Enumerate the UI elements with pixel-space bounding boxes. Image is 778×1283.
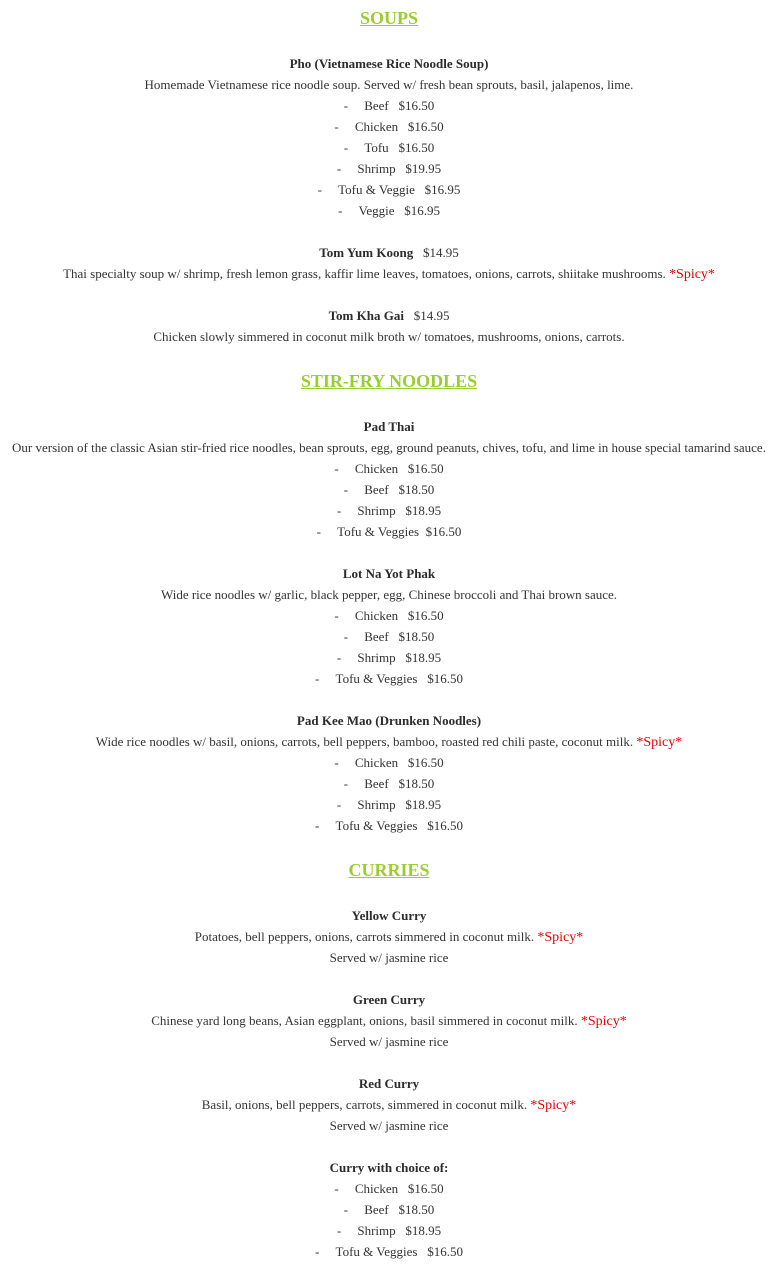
item-title-green-curry: Green Curry: [352, 992, 426, 1007]
option-row: - Tofu & Veggies $16.50: [316, 524, 462, 539]
option-row: - Shrimp $18.95: [336, 1223, 442, 1238]
option-price: $16.50: [398, 98, 435, 113]
spicy-label: *Spicy*: [537, 930, 584, 945]
item-desc-pad-thai: Our version of the classic Asian stir-fried rice noodles, bean sprouts, egg, ground peanuts, chives, tofu, and lime in house special tamarind sauce.: [12, 440, 766, 455]
option-row: - Beef $18.50: [343, 629, 435, 644]
option-row: - Beef $18.50: [343, 776, 435, 791]
option-name: Shrimp: [357, 1223, 396, 1238]
option-price: $18.50: [398, 482, 435, 497]
item-desc-tom-yum: Thai specialty soup w/ shrimp, fresh lemon grass, kaffir lime leaves, tomatoes, onions, carrots, shiitake mushrooms.: [63, 266, 666, 281]
item-desc-row-tom-yum: [0, 266, 778, 283]
item-title-tom-yum: Tom Yum Koong: [319, 245, 414, 260]
option-name: Chicken: [354, 119, 399, 134]
item-title-yellow-curry: Yellow Curry: [351, 908, 427, 923]
option-price: $16.50: [398, 140, 435, 155]
spicy-label: *Spicy*: [530, 1098, 577, 1113]
option-row: - Tofu $16.50: [343, 140, 435, 155]
item-desc-yellow-curry: Potatoes, bell peppers, onions, carrots simmered in coconut milk.: [194, 929, 535, 944]
option-name: Chicken: [354, 1181, 399, 1196]
option-price: $16.95: [404, 203, 441, 218]
option-name: Beef: [364, 482, 389, 497]
item-price-tom-kha: $14.95: [413, 308, 450, 323]
option-name: Veggie: [358, 203, 395, 218]
option-price: $18.50: [398, 1202, 435, 1217]
option-name: Beef: [364, 629, 389, 644]
section-heading-soups: SOUPS: [359, 8, 419, 28]
option-price: $19.95: [405, 161, 442, 176]
option-price: $16.50: [425, 524, 462, 539]
option-row: - Beef $18.50: [343, 482, 435, 497]
item-desc-row-yellow-curry: [0, 929, 778, 946]
item-desc-green-curry: Chinese yard long beans, Asian eggplant, onions, basil simmered in coconut milk.: [151, 1013, 578, 1028]
option-name: Tofu & Veggies: [335, 1244, 418, 1259]
served-note: Served w/ jasmine rice: [329, 1118, 449, 1133]
item-title-curry-choice: Curry with choice of:: [329, 1160, 449, 1175]
option-row: - Tofu & Veggies $16.50: [315, 1244, 463, 1259]
spicy-label: *Spicy*: [636, 735, 683, 750]
option-name: Tofu & Veggies: [335, 671, 418, 686]
option-name: Shrimp: [357, 650, 396, 665]
spicy-label: *Spicy*: [580, 1014, 627, 1029]
option-price: $16.50: [427, 818, 463, 833]
option-price: $18.95: [405, 1223, 442, 1238]
option-name: Chicken: [354, 461, 399, 476]
item-price-tom-yum: $14.95: [422, 245, 459, 260]
option-price: $16.50: [407, 1181, 444, 1196]
option-row: - Beef $16.50: [343, 98, 435, 113]
item-header-tom-yum: [0, 245, 778, 261]
option-name: Tofu & Veggies: [335, 818, 418, 833]
option-name: Shrimp: [357, 797, 396, 812]
option-price: $18.95: [405, 797, 442, 812]
option-name: Chicken: [354, 755, 399, 770]
option-price: $16.50: [407, 461, 444, 476]
item-desc-lot-na: Wide rice noodles w/ garlic, black pepper, egg, Chinese broccoli and Thai brown sauce.: [160, 587, 618, 602]
option-price: $16.50: [427, 1244, 463, 1259]
option-name: Beef: [364, 1202, 389, 1217]
option-name: Tofu: [364, 140, 389, 155]
option-row: - Chicken $16.50: [334, 119, 444, 134]
item-desc-row-pad-kee-mao: [0, 734, 778, 751]
option-price: $16.50: [427, 671, 463, 686]
option-row: - Chicken $16.50: [334, 755, 444, 770]
option-row: - Chicken $16.50: [334, 1181, 444, 1196]
option-row: - Chicken $16.50: [334, 461, 444, 476]
option-price: $16.50: [407, 119, 444, 134]
option-row: - Shrimp $18.95: [336, 503, 442, 518]
option-row: - Shrimp $19.95: [336, 161, 442, 176]
option-name: Beef: [364, 98, 389, 113]
item-title-red-curry: Red Curry: [358, 1076, 420, 1091]
item-title-pad-kee-mao: Pad Kee Mao (Drunken Noodles): [296, 713, 482, 728]
item-desc-tom-kha: Chicken slowly simmered in coconut milk broth w/ tomatoes, mushrooms, onions, carrots.: [153, 329, 625, 344]
option-price: $18.95: [405, 650, 442, 665]
option-name: Tofu & Veggies: [337, 524, 420, 539]
option-row: - Beef $18.50: [343, 1202, 435, 1217]
option-row: - Shrimp $18.95: [336, 650, 442, 665]
item-desc-red-curry: Basil, onions, bell peppers, carrots, simmered in coconut milk.: [201, 1097, 528, 1112]
option-price: $18.50: [398, 776, 435, 791]
option-price: $16.50: [407, 755, 444, 770]
option-name: Chicken: [354, 608, 399, 623]
item-title-tom-kha: Tom Kha Gai: [328, 308, 404, 323]
served-note: Served w/ jasmine rice: [329, 950, 449, 965]
served-note: Served w/ jasmine rice: [329, 1034, 449, 1049]
option-row: - Chicken $16.50: [334, 608, 444, 623]
option-row: - Shrimp $18.95: [336, 797, 442, 812]
item-desc-row-red-curry: [0, 1097, 778, 1114]
option-name: Tofu & Veggie: [338, 182, 415, 197]
section-heading-curries: CURRIES: [348, 860, 430, 880]
item-desc-pho: Homemade Vietnamese rice noodle soup. Served w/ fresh bean sprouts, basil, jalapenos, lime.: [144, 77, 634, 92]
item-header-tom-kha: [0, 308, 778, 324]
option-name: Shrimp: [357, 503, 396, 518]
option-price: $16.95: [424, 182, 461, 197]
item-desc-row-green-curry: [0, 1013, 778, 1030]
option-price: $16.50: [407, 608, 444, 623]
option-row: - Tofu & Veggies $16.50: [315, 671, 463, 686]
item-desc-pad-kee-mao: Wide rice noodles w/ basil, onions, carrots, bell peppers, bamboo, roasted red chili paste, coconut milk.: [95, 734, 634, 749]
option-row: - Veggie $16.95: [337, 203, 441, 218]
option-price: $18.95: [405, 503, 442, 518]
item-title-pad-thai: Pad Thai: [363, 419, 415, 434]
section-heading-noodles: STIR-FRY NOODLES: [300, 371, 478, 391]
option-row: - Tofu & Veggies $16.50: [315, 818, 463, 833]
option-row: - Tofu & Veggie $16.95: [317, 182, 461, 197]
item-title-lot-na: Lot Na Yot Phak: [342, 566, 436, 581]
spicy-label: *Spicy*: [669, 267, 715, 282]
option-price: $18.50: [398, 629, 435, 644]
option-name: Shrimp: [357, 161, 396, 176]
option-name: Beef: [364, 776, 389, 791]
item-title-pho: Pho (Vietnamese Rice Noodle Soup): [289, 56, 489, 71]
